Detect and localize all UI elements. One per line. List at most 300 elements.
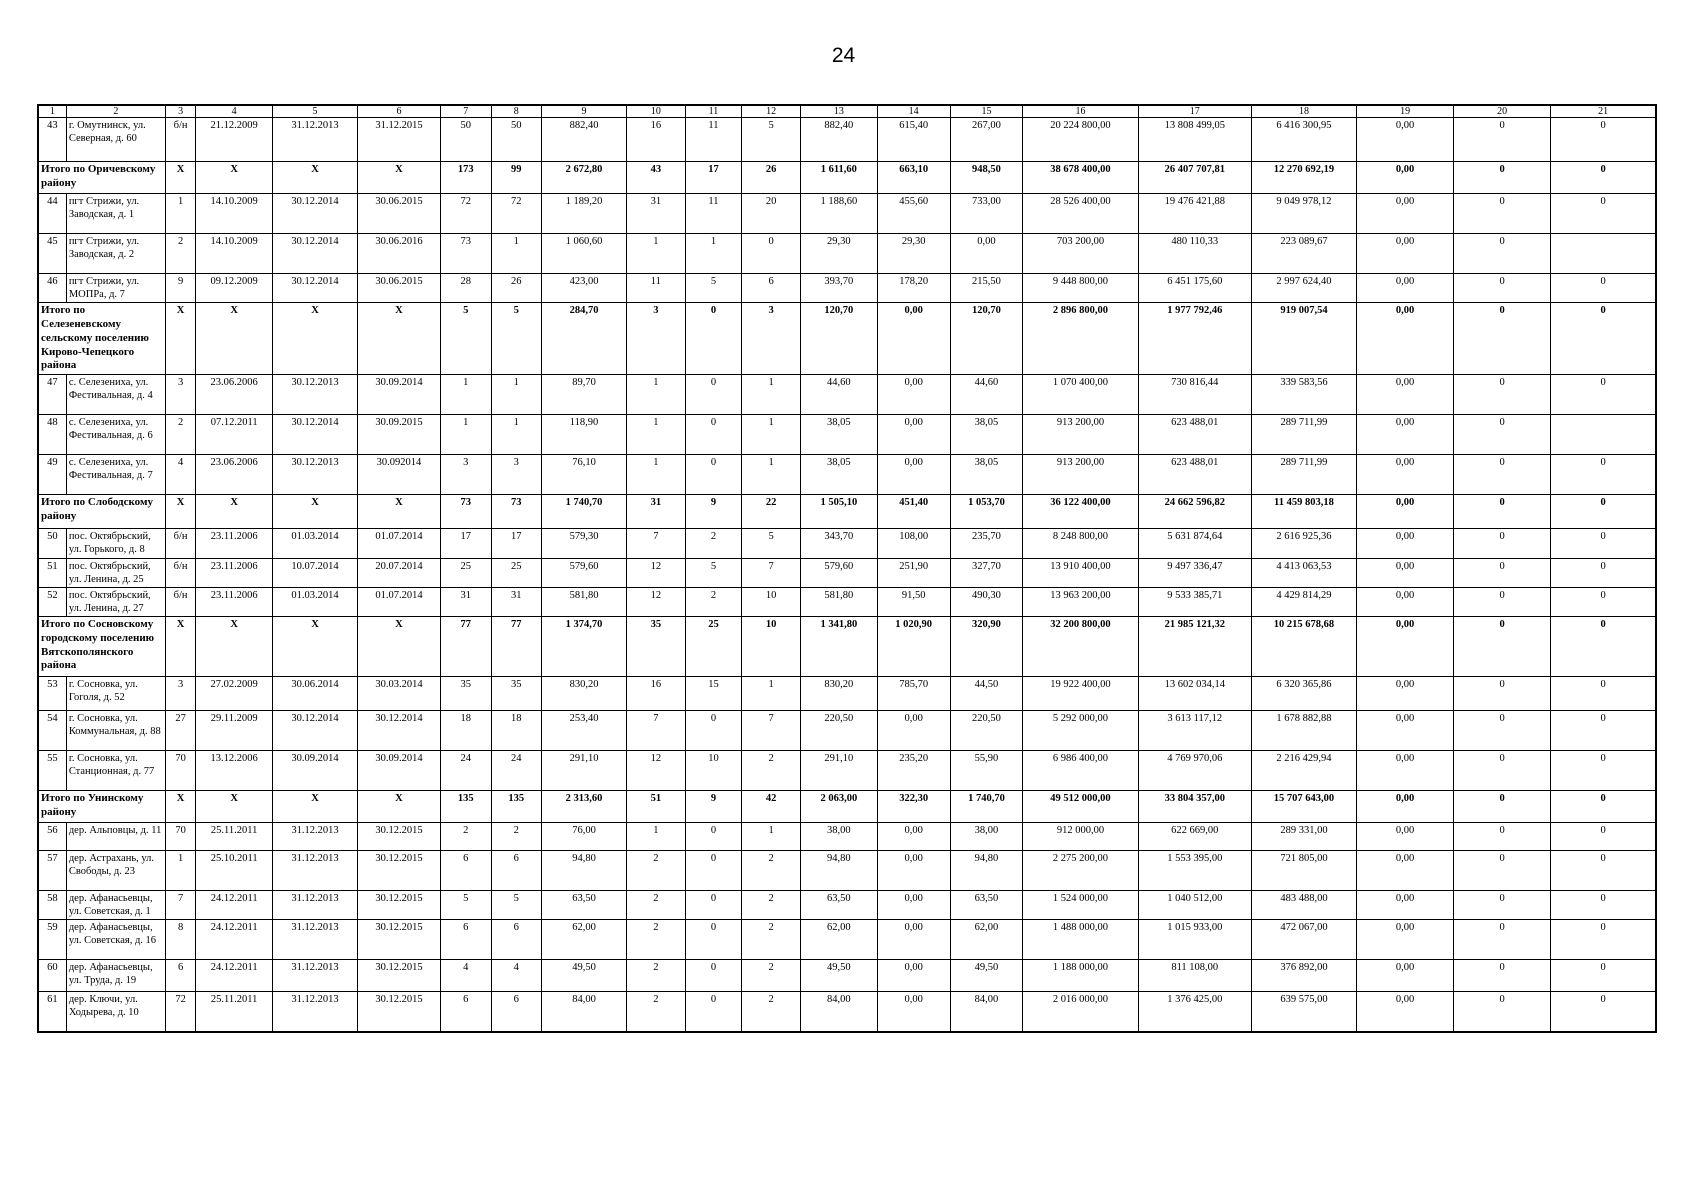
table-cell: 0,00 bbox=[877, 303, 950, 375]
table-cell: 62,00 bbox=[542, 920, 627, 960]
table-cell: 73 bbox=[440, 234, 491, 274]
table-cell: 0 bbox=[1551, 495, 1656, 529]
table-cell: 72 bbox=[491, 194, 542, 234]
table-cell: 0 bbox=[1454, 677, 1551, 711]
table-cell: 84,00 bbox=[950, 992, 1023, 1032]
table-cell: 1 740,70 bbox=[950, 791, 1023, 823]
table-cell: 235,20 bbox=[877, 751, 950, 791]
table-cell: 1 374,70 bbox=[542, 617, 627, 677]
table-cell: 0,00 bbox=[1357, 118, 1454, 162]
table-cell: 0 bbox=[1551, 303, 1656, 375]
table-cell: 882,40 bbox=[542, 118, 627, 162]
table-cell: 30.06.2015 bbox=[358, 194, 441, 234]
page-number: 24 bbox=[831, 44, 856, 67]
table-cell: 913 200,00 bbox=[1023, 455, 1138, 495]
table-cell: 15 bbox=[685, 677, 742, 711]
table-cell: 19 922 400,00 bbox=[1023, 677, 1138, 711]
table-cell: 0 bbox=[1454, 851, 1551, 891]
table-cell: 24.12.2011 bbox=[196, 960, 273, 992]
table-cell: 0 bbox=[1454, 992, 1551, 1032]
table-cell: 0,00 bbox=[1357, 711, 1454, 751]
table-cell: 13 963 200,00 bbox=[1023, 587, 1138, 616]
table-cell: 483 488,00 bbox=[1251, 891, 1356, 920]
table-cell: 830,20 bbox=[542, 677, 627, 711]
table-cell: 23.11.2006 bbox=[196, 587, 273, 616]
table-cell: 0,00 bbox=[1357, 455, 1454, 495]
table-cell: 2 216 429,94 bbox=[1251, 751, 1356, 791]
table-cell: 0 bbox=[1454, 920, 1551, 960]
table-cell: 0 bbox=[1551, 711, 1656, 751]
table-cell: 26 407 707,81 bbox=[1138, 162, 1251, 194]
table-cell: 18 bbox=[491, 711, 542, 751]
table-cell: 12 bbox=[627, 587, 686, 616]
table-cell: 0,00 bbox=[877, 960, 950, 992]
table-cell: 1 bbox=[440, 375, 491, 415]
table-cell: б/н bbox=[165, 558, 195, 587]
row-number: 51 bbox=[38, 558, 66, 587]
table-cell: 289 711,99 bbox=[1251, 455, 1356, 495]
table-cell: 30.12.2015 bbox=[358, 823, 441, 851]
table-cell: 451,40 bbox=[877, 495, 950, 529]
table-cell: 4 429 814,29 bbox=[1251, 587, 1356, 616]
table-row bbox=[38, 375, 1656, 415]
subtotal-row bbox=[38, 617, 1656, 677]
table-cell: 1 bbox=[742, 455, 801, 495]
table-cell: 11 bbox=[685, 118, 742, 162]
table-cell: 0,00 bbox=[1357, 375, 1454, 415]
table-row bbox=[38, 274, 1656, 303]
address-cell: дер. Альповцы, д. 11 bbox=[66, 823, 165, 851]
table-cell: 38,05 bbox=[800, 415, 877, 455]
table-body bbox=[38, 118, 1656, 1032]
table-cell: 1 524 000,00 bbox=[1023, 891, 1138, 920]
table-cell: 0 bbox=[685, 851, 742, 891]
table-cell: 2 997 624,40 bbox=[1251, 274, 1356, 303]
table-cell: 0,00 bbox=[1357, 920, 1454, 960]
table-cell: 31 bbox=[440, 587, 491, 616]
table-cell: 173 bbox=[440, 162, 491, 194]
table-cell: 0 bbox=[1454, 274, 1551, 303]
table-cell: 135 bbox=[491, 791, 542, 823]
table-cell: 0 bbox=[1454, 791, 1551, 823]
row-number: 59 bbox=[38, 920, 66, 960]
table-cell: 23.06.2006 bbox=[196, 375, 273, 415]
table-cell: 23.11.2006 bbox=[196, 529, 273, 558]
table-cell: 16 bbox=[627, 677, 686, 711]
table-cell: 1 977 792,46 bbox=[1138, 303, 1251, 375]
table-cell: 0 bbox=[1454, 558, 1551, 587]
table-cell: 579,60 bbox=[800, 558, 877, 587]
table-cell: 320,90 bbox=[950, 617, 1023, 677]
row-number: 43 bbox=[38, 118, 66, 162]
column-header: 3 bbox=[165, 105, 195, 118]
address-cell: дер. Ключи, ул. Ходырева, д. 10 bbox=[66, 992, 165, 1032]
table-cell: 5 bbox=[685, 274, 742, 303]
table-cell: 6 bbox=[491, 851, 542, 891]
subtotal-label: Итого по Слободскому району bbox=[38, 495, 165, 529]
table-cell: 6 bbox=[491, 920, 542, 960]
table-cell: 1 553 395,00 bbox=[1138, 851, 1251, 891]
address-cell: дер. Афанасьевцы, ул. Труда, д. 19 bbox=[66, 960, 165, 992]
subtotal-label: Итого по Сосновскому городскому поселению Вятскополянского района bbox=[38, 617, 165, 677]
table-cell: 1 bbox=[627, 415, 686, 455]
table-cell: 1 bbox=[742, 415, 801, 455]
row-number: 44 bbox=[38, 194, 66, 234]
table-cell: 1 488 000,00 bbox=[1023, 920, 1138, 960]
table-cell: 27.02.2009 bbox=[196, 677, 273, 711]
table-cell: Х bbox=[273, 791, 358, 823]
table-row bbox=[38, 587, 1656, 616]
table-cell: 0,00 bbox=[1357, 992, 1454, 1032]
table-cell: 9 049 978,12 bbox=[1251, 194, 1356, 234]
table-row bbox=[38, 529, 1656, 558]
table-cell: 31.12.2013 bbox=[273, 891, 358, 920]
table-cell: 94,80 bbox=[800, 851, 877, 891]
table-cell: 22 bbox=[742, 495, 801, 529]
column-header: 13 bbox=[800, 105, 877, 118]
table-cell: 14.10.2009 bbox=[196, 194, 273, 234]
table-cell: 0 bbox=[1551, 960, 1656, 992]
column-header: 21 bbox=[1551, 105, 1656, 118]
table-row bbox=[38, 960, 1656, 992]
table-row bbox=[38, 194, 1656, 234]
table-cell: 0,00 bbox=[1357, 823, 1454, 851]
table-cell: 30.12.2015 bbox=[358, 920, 441, 960]
table-cell: 0 bbox=[1551, 587, 1656, 616]
table-cell: 20.07.2014 bbox=[358, 558, 441, 587]
table-cell: 7 bbox=[165, 891, 195, 920]
table-cell: 2 063,00 bbox=[800, 791, 877, 823]
table-cell: 18 bbox=[440, 711, 491, 751]
subtotal-label: Итого по Оричевскому району bbox=[38, 162, 165, 194]
table-row bbox=[38, 234, 1656, 274]
table-cell: 0 bbox=[1454, 455, 1551, 495]
table-cell: 25.11.2011 bbox=[196, 992, 273, 1032]
table-cell: 730 816,44 bbox=[1138, 375, 1251, 415]
table-cell: 0 bbox=[1551, 751, 1656, 791]
table-cell: 30.12.2013 bbox=[273, 455, 358, 495]
table-cell: 2 bbox=[742, 751, 801, 791]
table-cell: 2 896 800,00 bbox=[1023, 303, 1138, 375]
table-cell: 2 bbox=[491, 823, 542, 851]
column-header: 12 bbox=[742, 105, 801, 118]
table-cell: 3 613 117,12 bbox=[1138, 711, 1251, 751]
subtotal-label: Итого по Селезеневскому сельскому поселению Кирово-Чепецкого района bbox=[38, 303, 165, 375]
table-cell: 8 bbox=[165, 920, 195, 960]
row-number: 46 bbox=[38, 274, 66, 303]
table-cell: 0 bbox=[1551, 823, 1656, 851]
table-cell: 267,00 bbox=[950, 118, 1023, 162]
table-cell: 376 892,00 bbox=[1251, 960, 1356, 992]
table-cell: 579,30 bbox=[542, 529, 627, 558]
table-cell: 215,50 bbox=[950, 274, 1023, 303]
table-cell: 15 707 643,00 bbox=[1251, 791, 1356, 823]
row-number: 53 bbox=[38, 677, 66, 711]
table-cell: 30.06.2015 bbox=[358, 274, 441, 303]
subtotal-label: Итого по Унинскому району bbox=[38, 791, 165, 823]
table-cell: 26 bbox=[742, 162, 801, 194]
table-cell: 70 bbox=[165, 751, 195, 791]
table-cell: 703 200,00 bbox=[1023, 234, 1138, 274]
table-cell: Х bbox=[196, 303, 273, 375]
table-cell: 0,00 bbox=[877, 455, 950, 495]
table-cell: 9 448 800,00 bbox=[1023, 274, 1138, 303]
table-cell: 2 bbox=[742, 960, 801, 992]
table-cell: 35 bbox=[627, 617, 686, 677]
table-cell: 31.12.2013 bbox=[273, 920, 358, 960]
column-header: 18 bbox=[1251, 105, 1356, 118]
table-cell: 223 089,67 bbox=[1251, 234, 1356, 274]
table-cell: 120,70 bbox=[950, 303, 1023, 375]
table-cell: 30.09.2014 bbox=[273, 751, 358, 791]
table-cell: б/н bbox=[165, 529, 195, 558]
table-cell: Х bbox=[358, 303, 441, 375]
table-cell: 62,00 bbox=[800, 920, 877, 960]
table-cell: 11 bbox=[685, 194, 742, 234]
table-cell: 28 526 400,00 bbox=[1023, 194, 1138, 234]
table-cell: 30.12.2014 bbox=[273, 274, 358, 303]
table-cell: 76,00 bbox=[542, 823, 627, 851]
table-cell: 33 804 357,00 bbox=[1138, 791, 1251, 823]
table-cell: 25.11.2011 bbox=[196, 823, 273, 851]
table-cell: 25 bbox=[685, 617, 742, 677]
address-cell: пгт Стрижи, ул. Заводская, д. 2 bbox=[66, 234, 165, 274]
table-cell: 0 bbox=[685, 920, 742, 960]
table-cell: Х bbox=[196, 791, 273, 823]
table-cell: 1 188 000,00 bbox=[1023, 960, 1138, 992]
table-cell: 0 bbox=[1551, 891, 1656, 920]
table-cell: 30.12.2013 bbox=[273, 375, 358, 415]
table-cell: 31.12.2013 bbox=[273, 992, 358, 1032]
subtotal-row bbox=[38, 303, 1656, 375]
table-cell: 120,70 bbox=[800, 303, 877, 375]
table-cell: 830,20 bbox=[800, 677, 877, 711]
table-cell: 343,70 bbox=[800, 529, 877, 558]
table-cell: 4 769 970,06 bbox=[1138, 751, 1251, 791]
column-header: 1 bbox=[38, 105, 66, 118]
table-cell: 0,00 bbox=[1357, 415, 1454, 455]
table-cell: 289 711,99 bbox=[1251, 415, 1356, 455]
table-cell: 6 451 175,60 bbox=[1138, 274, 1251, 303]
table-cell: 17 bbox=[491, 529, 542, 558]
table-cell: Х bbox=[358, 162, 441, 194]
column-header: 5 bbox=[273, 105, 358, 118]
table-cell: 919 007,54 bbox=[1251, 303, 1356, 375]
table-cell: 0 bbox=[1454, 617, 1551, 677]
table-cell: 0,00 bbox=[1357, 791, 1454, 823]
table-cell: 38,05 bbox=[800, 455, 877, 495]
table-cell: 0,00 bbox=[1357, 558, 1454, 587]
table-cell: 2 bbox=[627, 960, 686, 992]
table-cell: 322,30 bbox=[877, 791, 950, 823]
table-cell: 73 bbox=[440, 495, 491, 529]
table-cell: 36 122 400,00 bbox=[1023, 495, 1138, 529]
row-number: 55 bbox=[38, 751, 66, 791]
table-row bbox=[38, 920, 1656, 960]
table-cell: 44,60 bbox=[800, 375, 877, 415]
table-row bbox=[38, 851, 1656, 891]
table-cell: 9 bbox=[685, 495, 742, 529]
table-cell: 2 bbox=[742, 920, 801, 960]
table-cell: 1 bbox=[491, 375, 542, 415]
column-header: 19 bbox=[1357, 105, 1454, 118]
table-cell: 6 bbox=[491, 992, 542, 1032]
table-cell: 2 bbox=[742, 851, 801, 891]
table-cell: 455,60 bbox=[877, 194, 950, 234]
table-cell: 0 bbox=[1454, 415, 1551, 455]
table-cell: 49,50 bbox=[800, 960, 877, 992]
table-cell: 0,00 bbox=[1357, 960, 1454, 992]
table-cell: 623 488,01 bbox=[1138, 415, 1251, 455]
table-cell bbox=[1551, 234, 1656, 274]
table-cell: 1 040 512,00 bbox=[1138, 891, 1251, 920]
table-cell: 7 bbox=[742, 711, 801, 751]
table-row bbox=[38, 992, 1656, 1032]
table-cell: 0,00 bbox=[1357, 891, 1454, 920]
table-cell: 23.11.2006 bbox=[196, 558, 273, 587]
table-cell: 785,70 bbox=[877, 677, 950, 711]
table-cell: 13.12.2006 bbox=[196, 751, 273, 791]
table-cell: 6 986 400,00 bbox=[1023, 751, 1138, 791]
table-cell: 10 bbox=[742, 617, 801, 677]
table-cell: 0 bbox=[685, 823, 742, 851]
table-cell: 912 000,00 bbox=[1023, 823, 1138, 851]
row-number: 48 bbox=[38, 415, 66, 455]
table-cell: 21 985 121,32 bbox=[1138, 617, 1251, 677]
table-cell: 42 bbox=[742, 791, 801, 823]
table-cell: 7 bbox=[627, 711, 686, 751]
address-cell: пгт Стрижи, ул. МОПРа, д. 7 bbox=[66, 274, 165, 303]
table-cell: 0 bbox=[1551, 677, 1656, 711]
column-header: 8 bbox=[491, 105, 542, 118]
table-cell: 29.11.2009 bbox=[196, 711, 273, 751]
table-cell: 721 805,00 bbox=[1251, 851, 1356, 891]
table-cell: 31 bbox=[627, 495, 686, 529]
table-cell bbox=[1551, 415, 1656, 455]
subtotal-row bbox=[38, 162, 1656, 194]
table-cell: 0,00 bbox=[1357, 851, 1454, 891]
table-cell: 0 bbox=[1551, 194, 1656, 234]
table-cell: 1 376 425,00 bbox=[1138, 992, 1251, 1032]
table-cell: 14.10.2009 bbox=[196, 234, 273, 274]
row-number: 54 bbox=[38, 711, 66, 751]
table-cell: 2 bbox=[627, 851, 686, 891]
row-number: 52 bbox=[38, 587, 66, 616]
table-cell: 913 200,00 bbox=[1023, 415, 1138, 455]
table-cell: 72 bbox=[165, 992, 195, 1032]
table-cell: 0 bbox=[1454, 587, 1551, 616]
table-cell: 220,50 bbox=[950, 711, 1023, 751]
table-cell: 1 bbox=[627, 234, 686, 274]
table-cell: 13 602 034,14 bbox=[1138, 677, 1251, 711]
table-cell: 7 bbox=[627, 529, 686, 558]
table-cell: 72 bbox=[440, 194, 491, 234]
table-cell: 2 bbox=[440, 823, 491, 851]
table-cell: 1 678 882,88 bbox=[1251, 711, 1356, 751]
table-cell: 31 bbox=[491, 587, 542, 616]
table-cell: 0 bbox=[1454, 529, 1551, 558]
table-cell: 6 bbox=[440, 851, 491, 891]
table-cell: 2 275 200,00 bbox=[1023, 851, 1138, 891]
table-cell: 77 bbox=[491, 617, 542, 677]
table-cell: 581,80 bbox=[800, 587, 877, 616]
table-cell: б/н bbox=[165, 118, 195, 162]
address-cell: г. Сосновка, ул. Станционная, д. 77 bbox=[66, 751, 165, 791]
table-cell: 5 bbox=[742, 118, 801, 162]
table-cell: 178,20 bbox=[877, 274, 950, 303]
column-header: 10 bbox=[627, 105, 686, 118]
address-cell: с. Селезениха, ул. Фестивальная, д. 4 bbox=[66, 375, 165, 415]
table-cell: 108,00 bbox=[877, 529, 950, 558]
table-cell: 38 678 400,00 bbox=[1023, 162, 1138, 194]
table-cell: Х bbox=[165, 791, 195, 823]
table-cell: 1 060,60 bbox=[542, 234, 627, 274]
table-cell: 9 bbox=[685, 791, 742, 823]
table-cell: 0,00 bbox=[1357, 194, 1454, 234]
table-cell: 0 bbox=[685, 375, 742, 415]
column-header: 2 bbox=[66, 105, 165, 118]
table-cell: 0,00 bbox=[877, 375, 950, 415]
table-cell: 0 bbox=[1454, 823, 1551, 851]
table-cell: 23.06.2006 bbox=[196, 455, 273, 495]
table-cell: 623 488,01 bbox=[1138, 455, 1251, 495]
table-cell: 30.09.2015 bbox=[358, 415, 441, 455]
table-cell: 77 bbox=[440, 617, 491, 677]
table-cell: 0,00 bbox=[1357, 274, 1454, 303]
table-cell: 30.12.2015 bbox=[358, 891, 441, 920]
table-cell: 2 bbox=[627, 891, 686, 920]
column-header: 17 bbox=[1138, 105, 1251, 118]
table-cell: 28 bbox=[440, 274, 491, 303]
table-cell: 135 bbox=[440, 791, 491, 823]
table-cell: 2 bbox=[685, 587, 742, 616]
table-cell: 19 476 421,88 bbox=[1138, 194, 1251, 234]
table-cell: 327,70 bbox=[950, 558, 1023, 587]
table-cell: 9 bbox=[165, 274, 195, 303]
table-cell: 0,00 bbox=[1357, 234, 1454, 274]
table-row bbox=[38, 558, 1656, 587]
table-cell: 35 bbox=[491, 677, 542, 711]
table-cell: 44,60 bbox=[950, 375, 1023, 415]
table-cell: 5 bbox=[742, 529, 801, 558]
table-cell: 50 bbox=[440, 118, 491, 162]
table-cell: 0 bbox=[1454, 234, 1551, 274]
table-cell: Х bbox=[273, 617, 358, 677]
table-cell: 0,00 bbox=[877, 891, 950, 920]
table-cell: 0,00 bbox=[877, 823, 950, 851]
table-cell: 13 910 400,00 bbox=[1023, 558, 1138, 587]
table-cell: 26 bbox=[491, 274, 542, 303]
table-cell: 220,50 bbox=[800, 711, 877, 751]
table-cell: 5 631 874,64 bbox=[1138, 529, 1251, 558]
table-cell: 0 bbox=[1454, 495, 1551, 529]
table-cell: 0,00 bbox=[1357, 617, 1454, 677]
table-cell: 733,00 bbox=[950, 194, 1023, 234]
table-cell: 25.10.2011 bbox=[196, 851, 273, 891]
column-header: 4 bbox=[196, 105, 273, 118]
table-cell: 5 bbox=[440, 891, 491, 920]
table-cell: 25 bbox=[491, 558, 542, 587]
table-cell: 3 bbox=[742, 303, 801, 375]
table-cell: 2 bbox=[165, 234, 195, 274]
table-cell: 581,80 bbox=[542, 587, 627, 616]
row-number: 56 bbox=[38, 823, 66, 851]
table-cell: 5 bbox=[685, 558, 742, 587]
table-cell: 1 015 933,00 bbox=[1138, 920, 1251, 960]
table-cell: 24 bbox=[440, 751, 491, 791]
table-cell: 291,10 bbox=[800, 751, 877, 791]
table-cell: 21.12.2009 bbox=[196, 118, 273, 162]
